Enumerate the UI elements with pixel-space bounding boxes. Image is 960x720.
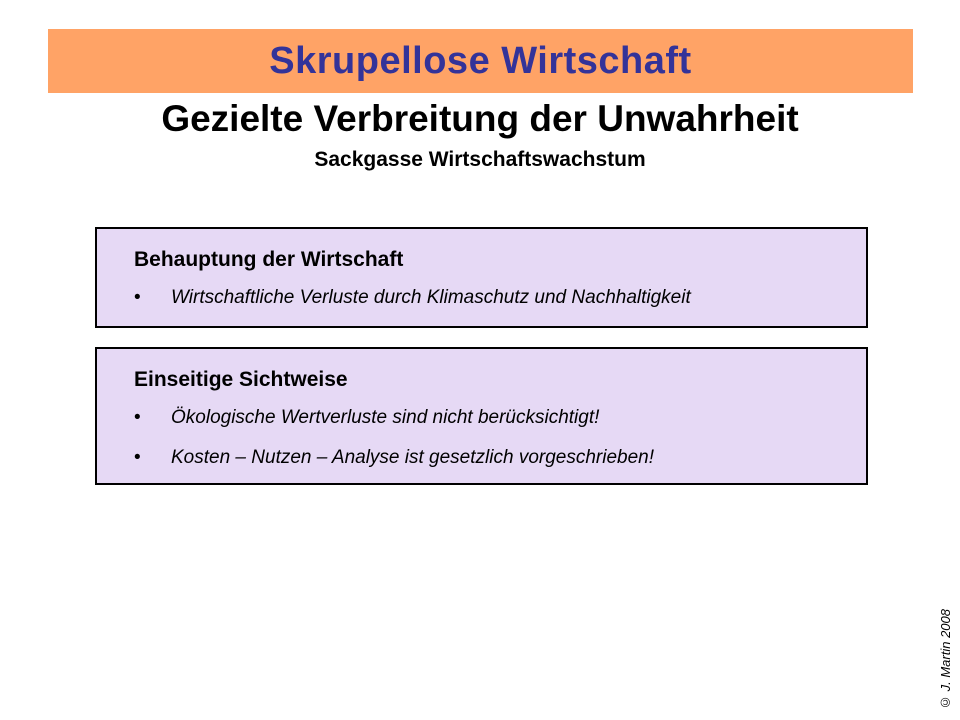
claim-box-heading: Behauptung der Wirtschaft bbox=[134, 248, 404, 271]
page-title: Gezielte Verbreitung der Unwahrheit bbox=[161, 98, 799, 139]
claim-box bbox=[95, 227, 868, 328]
banner bbox=[48, 29, 913, 93]
bullet-text: Wirtschaftliche Verluste durch Klimaschutz und Nachhaltigkeit bbox=[171, 287, 691, 308]
list-item bbox=[134, 406, 846, 429]
banner-title: Skrupellose Wirtschaft bbox=[269, 39, 692, 82]
list-item bbox=[134, 446, 846, 469]
viewpoint-box bbox=[95, 347, 868, 485]
bullet-text: Ökologische Wertverluste sind nicht berücksichtigt! bbox=[171, 407, 600, 428]
copyright-note bbox=[936, 603, 954, 715]
bullet-text: Kosten – Nutzen – Analyse ist gesetzlich vorgeschrieben! bbox=[171, 447, 655, 468]
copyright-text: © J. Martin 2008 bbox=[937, 608, 953, 710]
list-item bbox=[134, 286, 846, 309]
bullet-icon: • bbox=[134, 407, 141, 428]
viewpoint-box-heading: Einseitige Sichtweise bbox=[134, 368, 348, 391]
bullet-icon: • bbox=[134, 287, 141, 308]
bullet-icon: • bbox=[134, 447, 141, 468]
page-subtitle: Sackgasse Wirtschaftswachstum bbox=[314, 148, 646, 171]
